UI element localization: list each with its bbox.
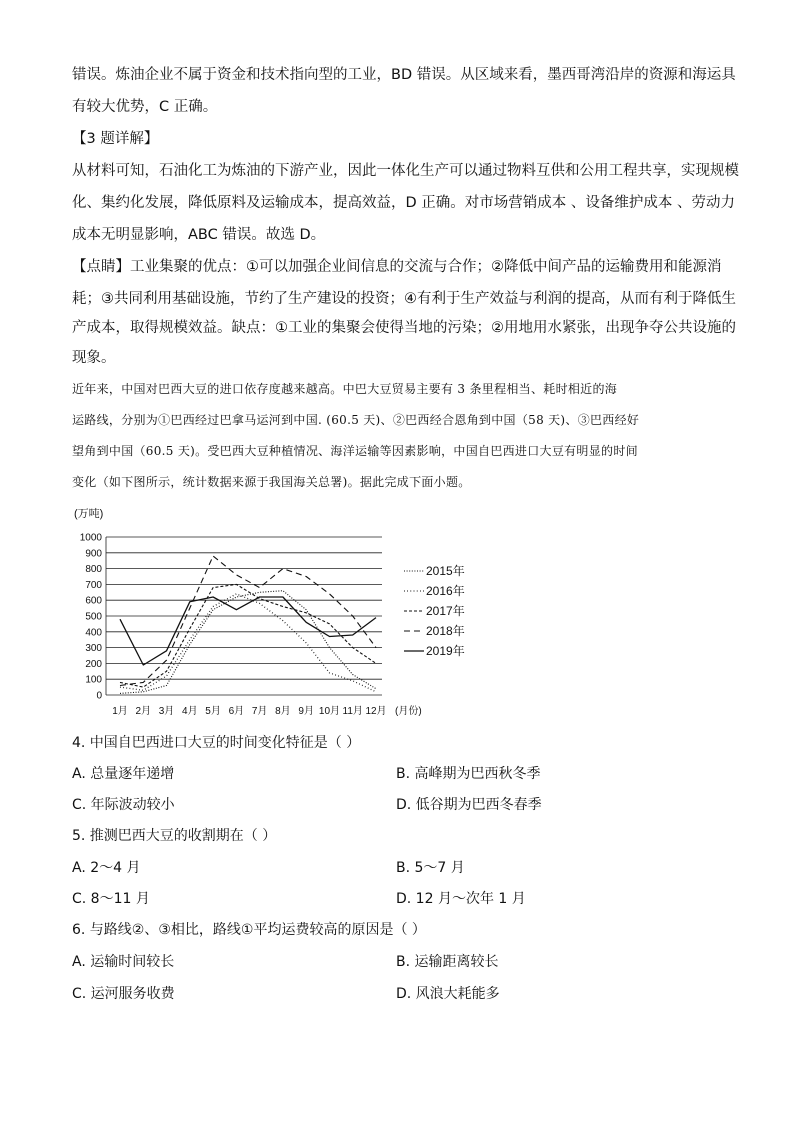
text-line: 产成本，取得规模效益。缺点：①工业的集聚会使得当地的污染；②用地用水紧张，出现争夺公共设施的 [72, 320, 736, 336]
y-tick-label: 300 [85, 643, 102, 655]
chart-grid [106, 537, 382, 695]
question-5-option-b[interactable]: B. 5～7 月 [396, 860, 465, 876]
y-tick-label: 900 [85, 548, 102, 560]
y-tick-label: 1000 [79, 532, 102, 544]
legend-label: 2017年 [426, 604, 465, 618]
text-line: 【点睛】工业集聚的优点：①可以加强企业间信息的交流与合作；②降低中间产品的运输费用和能源消 [72, 259, 722, 275]
series-line-2019年 [120, 597, 376, 665]
material-line: 近年来，中国对巴西大豆的进口依存度越来越高。中巴大豆贸易主要有 3 条里程相当、耗时相近的海 [72, 382, 618, 396]
question-5-option-c[interactable]: C. 8～11 月 [72, 891, 150, 907]
question-6-option-d[interactable]: D. 风浪大耗能多 [396, 986, 500, 1002]
x-tick-label: 11月 [342, 706, 363, 717]
text-line: 从材料可知，石油化工为炼油的下游产业，因此一体化生产可以通过物料互供和公用工程共享，实现规模 [72, 163, 739, 179]
question-4-option-b[interactable]: B. 高峰期为巴西秋冬季 [396, 766, 541, 782]
chart-legend [404, 563, 465, 658]
section-heading: 【3 题详解】 [72, 131, 159, 147]
chart-series [120, 556, 376, 693]
question-4-option-c[interactable]: C. 年际波动较小 [72, 797, 175, 813]
y-tick-label: 700 [85, 579, 102, 591]
material-line: 运路线，分别为①巴西经过巴拿马运河到中国. (60.5 天)、②巴西经合恩角到中国（58 天)、③巴西经好 [72, 413, 640, 427]
question-6-option-c[interactable]: C. 运河服务收费 [72, 986, 175, 1002]
x-axis-ticks [112, 705, 386, 717]
question-4-option-d[interactable]: D. 低谷期为巴西冬春季 [396, 797, 542, 813]
x-tick-label: 12月 [365, 706, 387, 717]
y-tick-label: 400 [85, 627, 102, 639]
question-6-option-a[interactable]: A. 运输时间较长 [72, 954, 175, 970]
x-tick-label: 7月 [251, 706, 268, 717]
material-line: 望角到中国（60.5 天)。受巴西大豆种植情况、海洋运输等因素影响，中国自巴西进口大豆有明显的时间 [72, 444, 638, 458]
text-line: 有较大优势，C 正确。 [72, 99, 218, 115]
legend-label: 2016年 [426, 584, 465, 598]
x-tick-label: 8月 [275, 706, 291, 717]
x-tick-label: 5月 [205, 706, 221, 717]
text-line: 错误。炼油企业不属于资金和技术指向型的工业，BD 错误。从区域来看，墨西哥湾沿岸的资源和海运具 [72, 67, 736, 83]
x-tick-label: 4月 [182, 706, 198, 717]
soybean-import-chart [70, 505, 490, 720]
series-line-2018年 [120, 556, 376, 686]
question-6-stem: 6. 与路线②、③相比，路线①平均运费较高的原因是（ ） [72, 922, 426, 938]
question-5-stem: 5. 推测巴西大豆的收割期在（ ） [72, 828, 277, 844]
legend-label: 2018年 [426, 624, 465, 638]
y-tick-label: 600 [85, 595, 102, 607]
text-line: 成本无明显影响，ABC 错误。故选 D。 [72, 227, 326, 243]
x-tick-label: 2月 [135, 706, 152, 717]
text-line: 耗；③共同利用基础设施，节约了生产建设的投资；④有利于生产效益与利润的提高，从而有利于降低生 [72, 291, 736, 307]
y-tick-label: 100 [85, 674, 102, 686]
legend-label: 2015年 [426, 564, 465, 578]
question-5-option-a[interactable]: A. 2～4 月 [72, 860, 141, 876]
question-6-option-b[interactable]: B. 运输距离较长 [396, 954, 499, 970]
question-4-stem: 4. 中国自巴西进口大豆的时间变化特征是（ ） [72, 735, 361, 751]
x-tick-label: 1月 [112, 706, 128, 717]
text-line: 现象。 [72, 350, 116, 366]
y-tick-label: 800 [85, 564, 102, 576]
y-tick-label: 200 [85, 658, 102, 670]
y-tick-label: 500 [85, 611, 102, 623]
x-tick-label: 3月 [158, 706, 175, 717]
x-tick-label: 6月 [228, 706, 245, 717]
y-axis-ticks [80, 533, 103, 702]
x-tick-label: 9月 [298, 706, 314, 717]
material-line: 变化（如下图所示，统计数据来源于我国海关总署)。据此完成下面小题。 [72, 475, 471, 489]
y-tick-label: 0 [96, 690, 102, 702]
x-axis-label: (月份) [395, 706, 422, 717]
legend-label: 2019年 [426, 644, 465, 658]
question-4-option-a[interactable]: A. 总量逐年递增 [72, 766, 175, 782]
text-line: 化、集约化发展，降低原料及运输成本，提高效益，D 正确。对市场营销成本 、设备维护成本 、劳动力 [72, 195, 735, 211]
y-axis-label: (万吨) [74, 508, 104, 520]
question-5-option-d[interactable]: D. 12 月～次年 1 月 [396, 891, 526, 907]
x-tick-label: 10月 [318, 706, 341, 717]
series-line-2015年 [120, 591, 376, 694]
